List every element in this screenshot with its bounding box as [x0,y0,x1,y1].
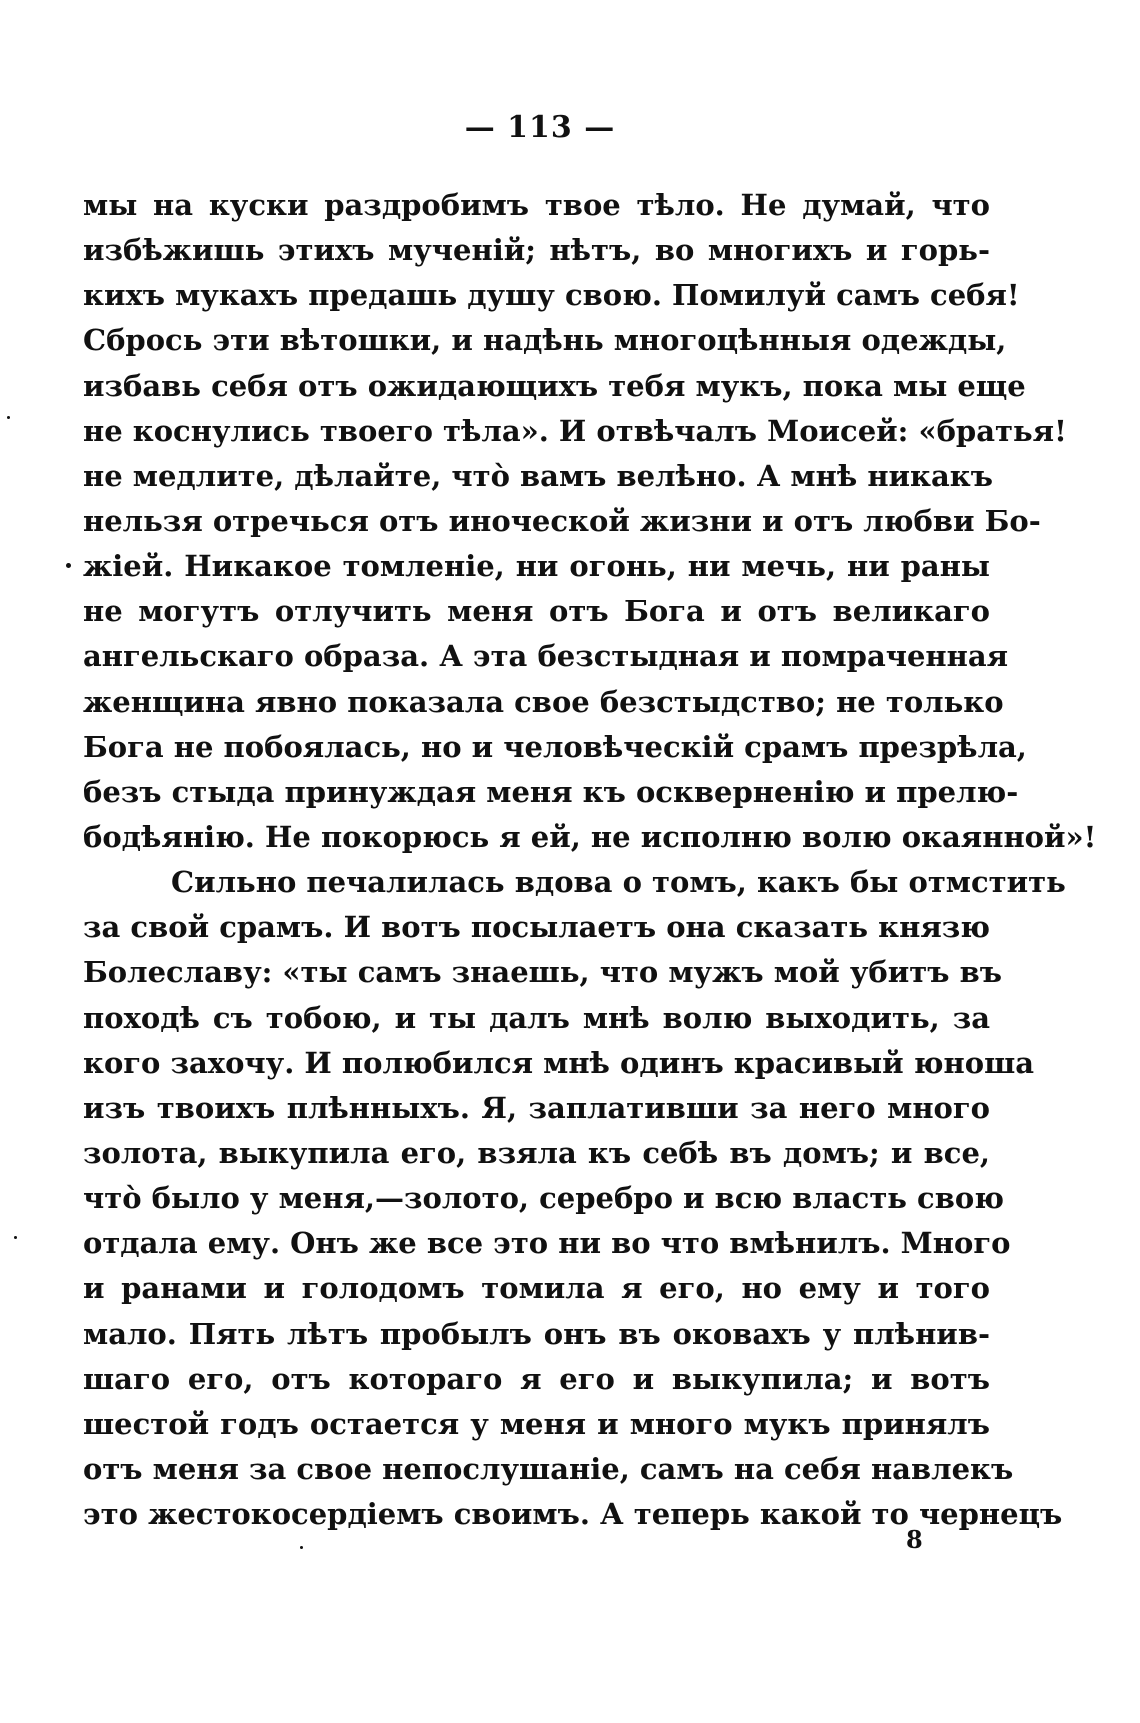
text-line: золота, выкупила его, взяла къ себѣ въ домъ; и все, [83,1135,990,1170]
text-line: жіей. Никакое томленіе, ни огонь, ни мечь, ни раны [83,549,990,584]
text-line: Сильно печалилась вдова о томъ, какъ бы отмстить [171,865,1066,900]
text-line: ангельскаго образа. А эта безстыдная и помраченная [83,639,1009,674]
printing-speck [66,563,71,568]
text-line: шестой годъ остается у меня и много мукъ принялъ [83,1406,990,1441]
text-line: кого захочу. И полюбился мнѣ одинъ красивый юноша [83,1045,1035,1080]
page-number: — 113 — [464,110,616,145]
text-line: не могутъ отлучить меня отъ Бога и отъ великаго [83,594,990,629]
body-text [83,183,1097,1537]
text-line: кихъ мукахъ предашь душу свою. Помилуй самъ себя! [83,278,1020,313]
printing-speck [7,416,10,419]
text-line: что̀ было у меня,—золото, серебро и всю власть свою [83,1181,1004,1216]
text-line: и ранами и голодомъ томила я его, но ему и того [83,1271,990,1306]
text-line: избавь себя отъ ожидающихъ тебя мукъ, пока мы еще [83,368,1026,403]
text-line: отъ меня за свое непослушаніе, самъ на себя навлекъ [83,1451,1014,1486]
text-line: безъ стыда принуждая меня къ оскверненію и прелю- [83,774,1019,809]
text-line: не медлите, дѣлайте, что̀ вамъ велѣно. А мнѣ никакъ [83,458,993,493]
text-line: мало. Пять лѣтъ пробылъ онъ въ оковахъ у плѣнив- [83,1316,990,1351]
text-line: шаго его, отъ котораго я его и выкупила; и вотъ [83,1361,990,1396]
text-line: бодѣянію. Не покорюсь я ей, не исполню волю окаянной»! [83,819,1097,854]
text-line: нельзя отречься отъ иноческой жизни и отъ любви Бо- [83,503,1041,538]
text-line: отдала ему. Онъ же все это ни во что вмѣнилъ. Много [83,1226,1011,1261]
text-line: Сбрось эти вѣтошки, и надѣнь многоцѣнныя одежды, [83,323,1007,358]
text-line: за свой срамъ. И вотъ посылаетъ она сказать князю [83,910,990,945]
text-line: не коснулись твоего тѣла». И отвѣчалъ Моисей: «братья! [83,413,1067,448]
text-line: мы на куски раздробимъ твое тѣло. Не думай, что [83,188,990,222]
printing-speck [14,1236,17,1239]
text-line: Болеславу: «ты самъ знаешь, что мужъ мой убитъ въ [83,955,1002,990]
text-line: изъ твоихъ плѣнныхъ. Я, заплативши за него много [83,1090,990,1125]
text-line: избѣжишь этихъ мученій; нѣтъ, во многихъ и горь- [83,233,990,268]
text-line: Бога не побоялась, но и человѣческій срамъ презрѣла, [83,729,1027,764]
printing-speck [300,1546,303,1549]
text-line: походѣ съ тобою, и ты далъ мнѣ волю выходить, за [83,1000,990,1035]
text-line: это жестокосердіемъ своимъ. А теперь какой то чернецъ [83,1497,1063,1532]
signature-mark: 8 [906,1525,923,1554]
text-line: женщина явно показала свое безстыдство; не только [83,684,1004,719]
